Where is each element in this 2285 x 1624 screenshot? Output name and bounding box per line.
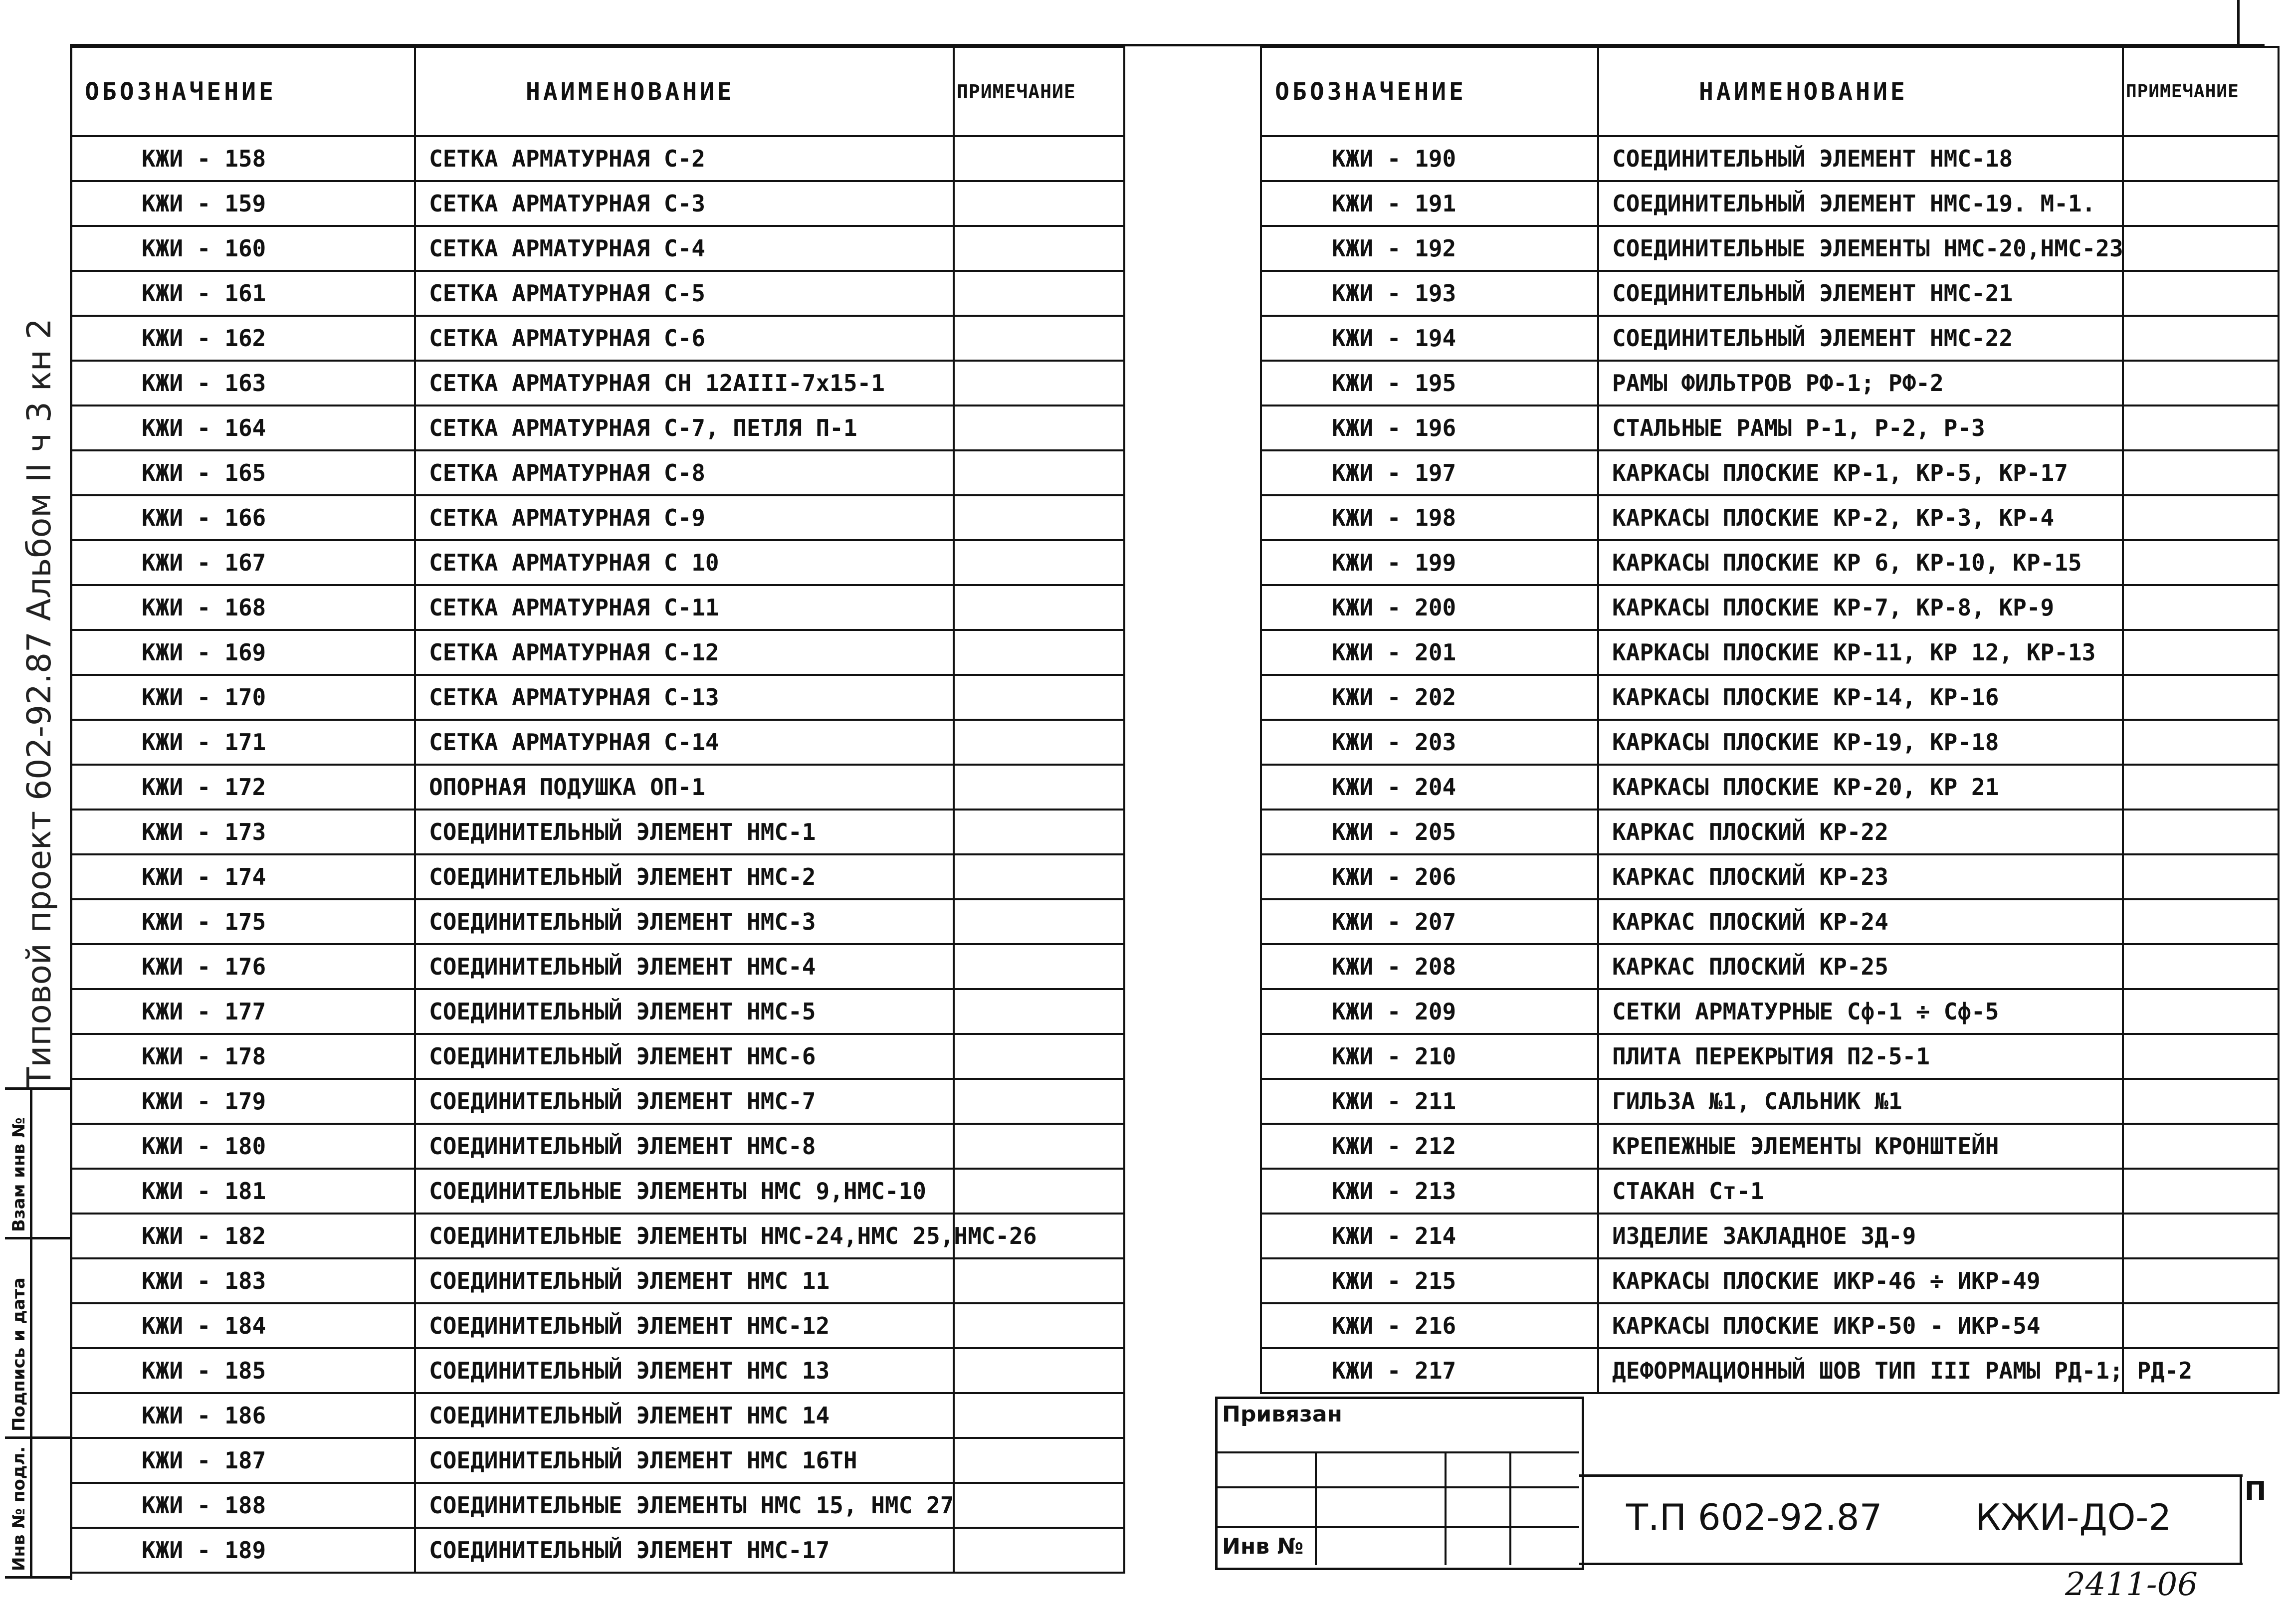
stamp-vline-1 bbox=[1315, 1451, 1317, 1565]
table-row bbox=[1261, 675, 2279, 720]
row-designation: КЖИ - 205 bbox=[1261, 810, 1598, 854]
row-note bbox=[2123, 226, 2279, 271]
row-name: СОЕДИНИТЕЛЬНЫЙ ЭЛЕМЕНТ НМС 14 bbox=[415, 1393, 954, 1438]
row-designation: КЖИ - 186 bbox=[71, 1393, 415, 1438]
table-row bbox=[71, 450, 1124, 495]
row-name: СОЕДИНИТЕЛЬНЫЙ ЭЛЕМЕНТ НМС-2 bbox=[415, 854, 954, 899]
table-row bbox=[1261, 540, 2279, 585]
table-row bbox=[71, 585, 1124, 630]
table-row bbox=[1261, 810, 2279, 854]
row-designation: КЖИ - 196 bbox=[1261, 406, 1598, 450]
row-designation: КЖИ - 215 bbox=[1261, 1258, 1598, 1303]
table-row bbox=[71, 1124, 1124, 1169]
stamp-main-top bbox=[1579, 1474, 2243, 1477]
row-name: СОЕДИНИТЕЛЬНЫЙ ЭЛЕМЕНТ НМС-7 bbox=[415, 1079, 954, 1124]
row-note bbox=[2123, 765, 2279, 810]
header-note: ПРИМЕЧАНИЕ bbox=[2123, 47, 2279, 136]
row-designation: КЖИ - 209 bbox=[1261, 989, 1598, 1034]
table-row bbox=[71, 406, 1124, 450]
row-designation: КЖИ - 206 bbox=[1261, 854, 1598, 899]
stamp-main-right bbox=[2240, 1474, 2242, 1565]
row-designation: КЖИ - 165 bbox=[71, 450, 415, 495]
row-designation: КЖИ - 173 bbox=[71, 810, 415, 854]
table-row bbox=[1261, 136, 2279, 181]
row-designation: КЖИ - 177 bbox=[71, 989, 415, 1034]
row-name: СЕТКА АРМАТУРНАЯ С-2 bbox=[415, 136, 954, 181]
side-label-vzam: Взам инв № bbox=[9, 1117, 29, 1232]
row-name: СЕТКА АРМАТУРНАЯ С-14 bbox=[415, 720, 954, 765]
header-name: НАИМЕНОВАНИЕ bbox=[1598, 47, 2123, 136]
row-name: СЕТКА АРМАТУРНАЯ С-12 bbox=[415, 630, 954, 675]
row-name: СОЕДИНИТЕЛЬНЫЙ ЭЛЕМЕНТ НМС-21 bbox=[1598, 271, 2123, 316]
header-name: НАИМЕНОВАНИЕ bbox=[415, 47, 954, 136]
row-name: ИЗДЕЛИЕ ЗАКЛАДНОЕ ЗД-9 bbox=[1598, 1214, 2123, 1258]
stamp-project-code: Т.П 602-92.87 bbox=[1626, 1496, 1882, 1538]
table-row bbox=[71, 944, 1124, 989]
row-name: ОПОРНАЯ ПОДУШКА ОП-1 bbox=[415, 765, 954, 810]
table-row bbox=[71, 765, 1124, 810]
row-designation: КЖИ - 181 bbox=[71, 1169, 415, 1214]
table-row bbox=[71, 1034, 1124, 1079]
table-row bbox=[71, 1258, 1124, 1303]
row-designation: КЖИ - 180 bbox=[71, 1124, 415, 1169]
row-name: СОЕДИНИТЕЛЬНЫЕ ЭЛЕМЕНТЫ НМС-20,НМС-23 bbox=[1598, 226, 2123, 271]
table-row bbox=[1261, 720, 2279, 765]
margin-top-line bbox=[5, 1087, 72, 1090]
row-name: КАРКАСЫ ПЛОСКИЕ КР-19, КР-18 bbox=[1598, 720, 2123, 765]
row-note bbox=[954, 450, 1124, 495]
row-note bbox=[954, 765, 1124, 810]
row-name: СОЕДИНИТЕЛЬНЫЙ ЭЛЕМЕНТ НМС-8 bbox=[415, 1124, 954, 1169]
row-note bbox=[954, 1258, 1124, 1303]
row-note bbox=[2123, 1214, 2279, 1258]
row-name: СЕТКА АРМАТУРНАЯ С-13 bbox=[415, 675, 954, 720]
table-row bbox=[71, 1483, 1124, 1528]
table-row bbox=[1261, 585, 2279, 630]
stamp-footer-number: 2411-06 bbox=[2065, 1566, 2198, 1603]
table-row bbox=[71, 136, 1124, 181]
row-name: СЕТКА АРМАТУРНАЯ С-4 bbox=[415, 226, 954, 271]
row-note bbox=[2123, 720, 2279, 765]
row-designation: КЖИ - 198 bbox=[1261, 495, 1598, 540]
row-note bbox=[954, 1348, 1124, 1393]
row-name: КАРКАСЫ ПЛОСКИЕ КР-7, КР-8, КР-9 bbox=[1598, 585, 2123, 630]
stamp-vline-2 bbox=[1445, 1451, 1447, 1565]
row-name: СОЕДИНИТЕЛЬНЫЕ ЭЛЕМЕНТЫ НМС 9,НМС-10 bbox=[415, 1169, 954, 1214]
row-name: СЕТКА АРМАТУРНАЯ С-7, ПЕТЛЯ П-1 bbox=[415, 406, 954, 450]
row-designation: КЖИ - 192 bbox=[1261, 226, 1598, 271]
table-row bbox=[71, 1393, 1124, 1438]
row-note bbox=[2123, 1258, 2279, 1303]
row-name: СОЕДИНИТЕЛЬНЫЙ ЭЛЕМЕНТ НМС-18 bbox=[1598, 136, 2123, 181]
row-designation: КЖИ - 164 bbox=[71, 406, 415, 450]
row-name: КАРКАСЫ ПЛОСКИЕ ИКР-46 ÷ ИКР-49 bbox=[1598, 1258, 2123, 1303]
table-row bbox=[71, 1303, 1124, 1348]
row-note bbox=[2123, 675, 2279, 720]
row-designation: КЖИ - 208 bbox=[1261, 944, 1598, 989]
table-row bbox=[71, 720, 1124, 765]
table-row bbox=[1261, 1169, 2279, 1214]
side-label-podpis: Подпись и дата bbox=[9, 1277, 29, 1431]
row-designation: КЖИ - 166 bbox=[71, 495, 415, 540]
row-name: СОЕДИНИТЕЛЬНЫЙ ЭЛЕМЕНТ НМС-3 bbox=[415, 899, 954, 944]
row-designation: КЖИ - 175 bbox=[71, 899, 415, 944]
side-project-text: Типовой проект 602-92.87 Альбом II ч 3 кн 2 bbox=[20, 318, 58, 1087]
stamp-privyazan-label: Привязан bbox=[1222, 1402, 1342, 1427]
table-row bbox=[71, 1438, 1124, 1483]
table-row bbox=[71, 810, 1124, 854]
row-note bbox=[954, 316, 1124, 361]
table-row bbox=[71, 316, 1124, 361]
table-row bbox=[1261, 1124, 2279, 1169]
row-designation: КЖИ - 163 bbox=[71, 361, 415, 406]
row-designation: КЖИ - 213 bbox=[1261, 1169, 1598, 1214]
row-designation: КЖИ - 202 bbox=[1261, 675, 1598, 720]
row-name: СОЕДИНИТЕЛЬНЫЙ ЭЛЕМЕНТ НМС 13 bbox=[415, 1348, 954, 1393]
row-name: СТАКАН Ст-1 bbox=[1598, 1169, 2123, 1214]
row-name: СЕТКА АРМАТУРНАЯ С-5 bbox=[415, 271, 954, 316]
table-row bbox=[71, 854, 1124, 899]
row-designation: КЖИ - 216 bbox=[1261, 1303, 1598, 1348]
table-row bbox=[1261, 1034, 2279, 1079]
table-row bbox=[1261, 630, 2279, 675]
row-designation: КЖИ - 201 bbox=[1261, 630, 1598, 675]
row-note bbox=[2123, 585, 2279, 630]
table-row bbox=[71, 899, 1124, 944]
row-designation: КЖИ - 212 bbox=[1261, 1124, 1598, 1169]
row-designation: КЖИ - 174 bbox=[71, 854, 415, 899]
row-name: СЕТКА АРМАТУРНАЯ С-8 bbox=[415, 450, 954, 495]
row-note bbox=[954, 540, 1124, 585]
table-row bbox=[1261, 450, 2279, 495]
row-note bbox=[2123, 1169, 2279, 1214]
row-designation: КЖИ - 172 bbox=[71, 765, 415, 810]
row-designation: КЖИ - 167 bbox=[71, 540, 415, 585]
row-name: КАРКАС ПЛОСКИЙ КР-22 bbox=[1598, 810, 2123, 854]
row-designation: КЖИ - 210 bbox=[1261, 1034, 1598, 1079]
row-note bbox=[954, 1124, 1124, 1169]
row-designation: КЖИ - 185 bbox=[71, 1348, 415, 1393]
row-note bbox=[2123, 899, 2279, 944]
row-note bbox=[954, 989, 1124, 1034]
stamp-vline-3 bbox=[1509, 1451, 1511, 1565]
table-row bbox=[1261, 316, 2279, 361]
row-designation: КЖИ - 170 bbox=[71, 675, 415, 720]
row-designation: КЖИ - 159 bbox=[71, 181, 415, 226]
row-designation: КЖИ - 217 bbox=[1261, 1348, 1598, 1393]
row-name: КАРКАС ПЛОСКИЙ КР-25 bbox=[1598, 944, 2123, 989]
row-designation: КЖИ - 199 bbox=[1261, 540, 1598, 585]
table-row bbox=[1261, 1348, 2279, 1393]
left-table bbox=[70, 46, 1125, 1574]
row-name: СОЕДИНИТЕЛЬНЫЕ ЭЛЕМЕНТЫ НМС-24,НМС 25,НМС-26 bbox=[415, 1214, 954, 1258]
side-label-inv: Инв № подл. bbox=[9, 1446, 29, 1571]
row-note bbox=[2123, 1124, 2279, 1169]
row-name: КАРКАСЫ ПЛОСКИЕ ИКР-50 - ИКР-54 bbox=[1598, 1303, 2123, 1348]
left-header-row bbox=[71, 47, 1124, 136]
row-note bbox=[954, 1528, 1124, 1573]
row-note bbox=[954, 1079, 1124, 1124]
row-name: КАРКАСЫ ПЛОСКИЕ КР-14, КР-16 bbox=[1598, 675, 2123, 720]
row-name: СОЕДИНИТЕЛЬНЫЙ ЭЛЕМЕНТ НМС 11 bbox=[415, 1258, 954, 1303]
row-note bbox=[954, 361, 1124, 406]
row-designation: КЖИ - 204 bbox=[1261, 765, 1598, 810]
table-row bbox=[71, 630, 1124, 675]
table-row bbox=[1261, 899, 2279, 944]
right-corner-line bbox=[2237, 0, 2240, 45]
row-designation: КЖИ - 207 bbox=[1261, 899, 1598, 944]
margin-sep-1 bbox=[5, 1237, 72, 1239]
row-name: ПЛИТА ПЕРЕКРЫТИЯ П2-5-1 bbox=[1598, 1034, 2123, 1079]
row-note bbox=[2123, 316, 2279, 361]
row-note bbox=[954, 1483, 1124, 1528]
row-note bbox=[2123, 944, 2279, 989]
row-note bbox=[954, 406, 1124, 450]
row-note bbox=[2123, 450, 2279, 495]
row-note bbox=[954, 136, 1124, 181]
header-designation: ОБОЗНАЧЕНИЕ bbox=[1261, 47, 1598, 136]
row-note bbox=[954, 854, 1124, 899]
row-designation: КЖИ - 211 bbox=[1261, 1079, 1598, 1124]
margin-inner-line bbox=[30, 1087, 32, 1576]
row-name: СТАЛЬНЫЕ РАМЫ Р-1, Р-2, Р-3 bbox=[1598, 406, 2123, 450]
stamp-corner-letter: П bbox=[2245, 1476, 2267, 1506]
row-designation: КЖИ - 183 bbox=[71, 1258, 415, 1303]
row-note bbox=[954, 271, 1124, 316]
table-row bbox=[71, 361, 1124, 406]
stamp-line-2 bbox=[1215, 1486, 1579, 1488]
stamp-inv-label: Инв № bbox=[1222, 1534, 1304, 1559]
row-name: СОЕДИНИТЕЛЬНЫЙ ЭЛЕМЕНТ НМС-12 bbox=[415, 1303, 954, 1348]
row-designation: КЖИ - 214 bbox=[1261, 1214, 1598, 1258]
row-name: КРЕПЕЖНЫЕ ЭЛЕМЕНТЫ КРОНШТЕЙН bbox=[1598, 1124, 2123, 1169]
table-row bbox=[1261, 1214, 2279, 1258]
row-name: КАРКАСЫ ПЛОСКИЕ КР 6, КР-10, КР-15 bbox=[1598, 540, 2123, 585]
row-note bbox=[2123, 181, 2279, 226]
row-name: ГИЛЬЗА №1, САЛЬНИК №1 bbox=[1598, 1079, 2123, 1124]
row-note bbox=[2123, 854, 2279, 899]
table-row bbox=[71, 540, 1124, 585]
table-row bbox=[1261, 271, 2279, 316]
row-note bbox=[2123, 1034, 2279, 1079]
row-name: СОЕДИНИТЕЛЬНЫЙ ЭЛЕМЕНТ НМС 16ТН bbox=[415, 1438, 954, 1483]
header-designation: ОБОЗНАЧЕНИЕ bbox=[71, 47, 415, 136]
row-note bbox=[954, 1303, 1124, 1348]
row-designation: КЖИ - 168 bbox=[71, 585, 415, 630]
row-designation: КЖИ - 195 bbox=[1261, 361, 1598, 406]
table-row bbox=[1261, 1303, 2279, 1348]
row-note bbox=[954, 720, 1124, 765]
row-name: СЕТКА АРМАТУРНАЯ С-9 bbox=[415, 495, 954, 540]
row-designation: КЖИ - 191 bbox=[1261, 181, 1598, 226]
row-designation: КЖИ - 197 bbox=[1261, 450, 1598, 495]
row-name: КАРКАС ПЛОСКИЙ КР-24 bbox=[1598, 899, 2123, 944]
row-note bbox=[954, 630, 1124, 675]
row-name: КАРКАСЫ ПЛОСКИЕ КР-11, КР 12, КР-13 bbox=[1598, 630, 2123, 675]
row-name: СЕТКА АРМАТУРНАЯ СН 12АIII-7х15-1 bbox=[415, 361, 954, 406]
row-name: СОЕДИНИТЕЛЬНЫЙ ЭЛЕМЕНТ НМС-5 bbox=[415, 989, 954, 1034]
row-name: СОЕДИНИТЕЛЬНЫЕ ЭЛЕМЕНТЫ НМС 15, НМС 27 bbox=[415, 1483, 954, 1528]
row-designation: КЖИ - 161 bbox=[71, 271, 415, 316]
row-note bbox=[2123, 630, 2279, 675]
row-name: СОЕДИНИТЕЛЬНЫЙ ЭЛЕМЕНТ НМС-17 bbox=[415, 1528, 954, 1573]
row-note bbox=[954, 181, 1124, 226]
row-designation: КЖИ - 178 bbox=[71, 1034, 415, 1079]
table-row bbox=[71, 675, 1124, 720]
stamp-line-3 bbox=[1215, 1526, 1579, 1528]
row-note bbox=[954, 1438, 1124, 1483]
row-designation: КЖИ - 203 bbox=[1261, 720, 1598, 765]
row-name: СОЕДИНИТЕЛЬНЫЙ ЭЛЕМЕНТ НМС-6 bbox=[415, 1034, 954, 1079]
row-designation: КЖИ - 176 bbox=[71, 944, 415, 989]
row-designation: КЖИ - 162 bbox=[71, 316, 415, 361]
table-row bbox=[1261, 181, 2279, 226]
margin-sep-2 bbox=[5, 1436, 72, 1439]
row-name: КАРКАС ПЛОСКИЙ КР-23 bbox=[1598, 854, 2123, 899]
row-designation: КЖИ - 169 bbox=[71, 630, 415, 675]
row-note bbox=[2123, 271, 2279, 316]
row-name: СЕТКА АРМАТУРНАЯ С 10 bbox=[415, 540, 954, 585]
table-row bbox=[71, 1079, 1124, 1124]
header-note: ПРИМЕЧАНИЕ bbox=[954, 47, 1124, 136]
row-name: СЕТКА АРМАТУРНАЯ С-3 bbox=[415, 181, 954, 226]
row-name: КАРКАСЫ ПЛОСКИЕ КР-2, КР-3, КР-4 bbox=[1598, 495, 2123, 540]
stamp-line-1 bbox=[1215, 1451, 1579, 1453]
row-designation: КЖИ - 194 bbox=[1261, 316, 1598, 361]
row-note bbox=[954, 226, 1124, 271]
row-note bbox=[954, 1393, 1124, 1438]
right-header-row bbox=[1261, 47, 2279, 136]
row-note bbox=[2123, 989, 2279, 1034]
row-note bbox=[2123, 406, 2279, 450]
row-name: ДЕФОРМАЦИОННЫЙ ШОВ ТИП III РАМЫ РД-1; РД-2 bbox=[1598, 1348, 2123, 1393]
row-name: СОЕДИНИТЕЛЬНЫЙ ЭЛЕМЕНТ НМС-22 bbox=[1598, 316, 2123, 361]
table-row bbox=[1261, 361, 2279, 406]
row-note bbox=[2123, 136, 2279, 181]
table-row bbox=[71, 1214, 1124, 1258]
table-row bbox=[1261, 495, 2279, 540]
row-designation: КЖИ - 179 bbox=[71, 1079, 415, 1124]
row-designation: КЖИ - 200 bbox=[1261, 585, 1598, 630]
row-name: СЕТКА АРМАТУРНАЯ С-11 bbox=[415, 585, 954, 630]
row-name: СЕТКА АРМАТУРНАЯ С-6 bbox=[415, 316, 954, 361]
row-note bbox=[954, 585, 1124, 630]
table-row bbox=[71, 989, 1124, 1034]
row-designation: КЖИ - 160 bbox=[71, 226, 415, 271]
table-row bbox=[1261, 1258, 2279, 1303]
row-name: СЕТКИ АРМАТУРНЫЕ Сф-1 ÷ Сф-5 bbox=[1598, 989, 2123, 1034]
row-designation: КЖИ - 187 bbox=[71, 1438, 415, 1483]
row-designation: КЖИ - 171 bbox=[71, 720, 415, 765]
row-designation: КЖИ - 184 bbox=[71, 1303, 415, 1348]
table-row bbox=[71, 1528, 1124, 1573]
row-name: СОЕДИНИТЕЛЬНЫЙ ЭЛЕМЕНТ НМС-1 bbox=[415, 810, 954, 854]
row-note bbox=[954, 675, 1124, 720]
row-name: КАРКАСЫ ПЛОСКИЕ КР-1, КР-5, КР-17 bbox=[1598, 450, 2123, 495]
row-name: РАМЫ ФИЛЬТРОВ РФ-1; РФ-2 bbox=[1598, 361, 2123, 406]
row-note bbox=[2123, 495, 2279, 540]
row-designation: КЖИ - 158 bbox=[71, 136, 415, 181]
row-note bbox=[954, 1169, 1124, 1214]
row-name: СОЕДИНИТЕЛЬНЫЙ ЭЛЕМЕНТ НМС-19. М-1. bbox=[1598, 181, 2123, 226]
row-note bbox=[2123, 361, 2279, 406]
table-row bbox=[1261, 1079, 2279, 1124]
right-table bbox=[1260, 46, 2280, 1394]
row-name: СОЕДИНИТЕЛЬНЫЙ ЭЛЕМЕНТ НМС-4 bbox=[415, 944, 954, 989]
row-note bbox=[2123, 1303, 2279, 1348]
row-designation: КЖИ - 188 bbox=[71, 1483, 415, 1528]
table-row bbox=[1261, 989, 2279, 1034]
row-note bbox=[2123, 540, 2279, 585]
row-designation: КЖИ - 190 bbox=[1261, 136, 1598, 181]
row-name: КАРКАСЫ ПЛОСКИЕ КР-20, КР 21 bbox=[1598, 765, 2123, 810]
table-row bbox=[1261, 854, 2279, 899]
row-note bbox=[954, 810, 1124, 854]
table-row bbox=[1261, 406, 2279, 450]
stamp-main-bottom bbox=[1579, 1563, 2243, 1565]
row-designation: КЖИ - 193 bbox=[1261, 271, 1598, 316]
table-row bbox=[71, 226, 1124, 271]
table-row bbox=[1261, 226, 2279, 271]
table-row bbox=[71, 1348, 1124, 1393]
row-note bbox=[954, 1034, 1124, 1079]
row-note bbox=[954, 495, 1124, 540]
table-row bbox=[1261, 944, 2279, 989]
row-designation: КЖИ - 189 bbox=[71, 1528, 415, 1573]
row-note bbox=[2123, 810, 2279, 854]
row-designation: КЖИ - 182 bbox=[71, 1214, 415, 1258]
table-row bbox=[71, 181, 1124, 226]
row-note bbox=[2123, 1079, 2279, 1124]
table-row bbox=[71, 1169, 1124, 1214]
margin-bottom-line bbox=[5, 1576, 72, 1579]
row-note bbox=[954, 899, 1124, 944]
row-note bbox=[954, 944, 1124, 989]
table-row bbox=[71, 271, 1124, 316]
table-row bbox=[71, 495, 1124, 540]
table-row bbox=[1261, 765, 2279, 810]
stamp-sheet-code: КЖИ-ДО-2 bbox=[1975, 1496, 2172, 1538]
